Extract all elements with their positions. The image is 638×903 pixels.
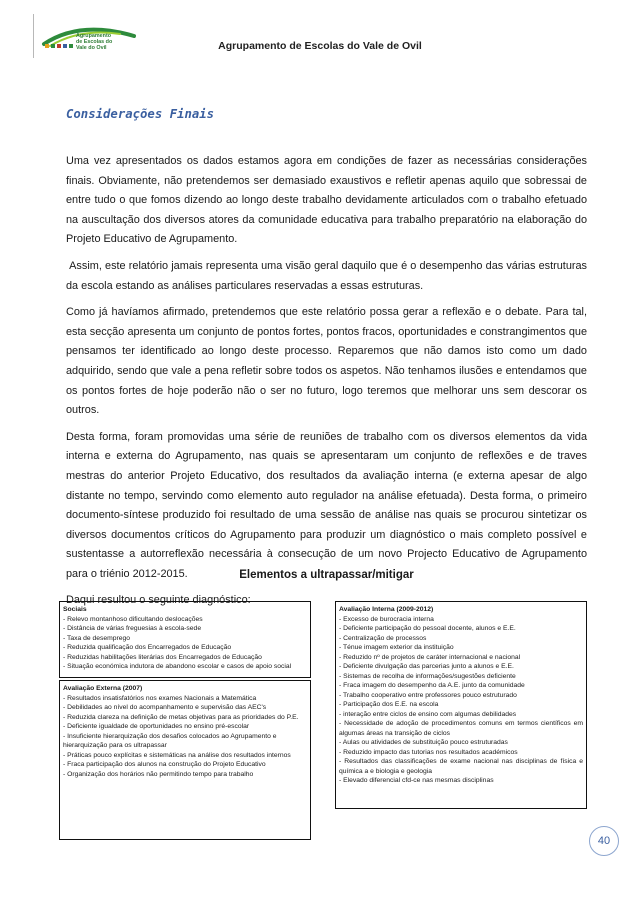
- list-item: - Fraca participação dos alunos na construção do Projeto Educativo: [63, 761, 266, 768]
- header-title: Agrupamento de Escolas do Vale de Ovil: [218, 40, 422, 52]
- paragraph: Uma vez apresentados os dados estamos agora em condições de fazer as necessárias considerações finais. Obviamente, não pretendemos ser demasiado exaustivos e refletir apenas aquilo que sobressai de entre tudo o que fomos dizendo ao longo deste trabalho devidamente articulados com o trabalho efetuado na auscultação dos diversos atores da comunidade educativa para trabalho preparatório na elaboração do Projeto Educativo de Agrupamento.: [66, 155, 587, 246]
- box-title: Avaliação Interna (2009-2012): [339, 606, 434, 613]
- box-avaliacao-externa: [59, 680, 311, 840]
- paragraph: Desta forma, foram promovidas uma série de reuniões de trabalho com os diversos elementos da vida interna e externa do Agrupamento, nas quais se apresentaram um conjunto de reflexões e de traves mestras do anterior Projeto Educativo, dos resultados da avaliação interna (e externa apesar de algo distante no tempo, servindo como elemento auto regulador na análise efetuada). Desta forma, o primeiro documento-síntese produzido foi resultado de uma sessão de análise nas quais se procurou sintetizar os diversos documentos críticos do Agrupamento para produzir um diagnóstico o mais completo possível e sustentasse a autorreflexão necessária à consecução de um novo Projecto Educativo de Agrupamento para o triénio 2012-2015.: [66, 430, 587, 580]
- page-number-text: 40: [597, 835, 611, 847]
- list-item: - Organização dos horários não permitindo tempo para trabalho: [63, 770, 254, 778]
- list-item: - Resultados insatisfatórios nos exames Nacionais a Matemática: [63, 694, 257, 702]
- list-item: - Situação económica indutora de abandono escolar e casos de apoio social: [63, 663, 292, 670]
- box-title: Avaliação Externa (2007): [63, 685, 143, 692]
- list-item: - interação entre ciclos de ensino com algumas debilidades: [339, 710, 517, 718]
- paragraph: Assim, este relatório jamais representa uma visão geral daquilo que é o desempenho das várias estruturas da escola estando as análises particulares reservadas a essas estruturas.: [66, 259, 591, 292]
- list-item: - Trabalho cooperativo entre professores pouco estruturado: [339, 691, 517, 699]
- list-item: - Reduzido nº de projetos de caráter internacional e nacional: [339, 653, 521, 661]
- list-item: - Fraca imagem do desempenho da A.E. junto da comunidade: [339, 682, 525, 689]
- list-item: - Deficiente igualdade de oportunidades no ensino pré-escolar: [63, 723, 250, 730]
- paragraph: Daqui resultou o seguinte diagnóstico:: [66, 594, 251, 607]
- list-item: - Centralização de processos: [339, 634, 427, 642]
- box-title: Sociais: [63, 606, 87, 613]
- list-item: - Aulas ou atividades de substituição pouco estruturadas: [339, 739, 508, 746]
- section-title: Considerações Finais: [66, 107, 215, 121]
- list-item: - Resultados das classificações de exame nacional nas disciplinas de física e química a e biologia e geologia: [339, 758, 583, 775]
- list-item: - Reduzidas habilitações literárias dos Encarregados de Educação: [63, 653, 262, 661]
- box-sociais: [59, 601, 311, 678]
- list-item: - Sistemas de recolha de informações/sugestões deficiente: [339, 672, 516, 680]
- diagnosis-subheading: Elementos a ultrapassar/mitigar: [239, 569, 414, 581]
- list-item: - Elevado diferencial cfd-ce nas mesmas disciplinas: [339, 777, 494, 784]
- logo-text: Agrupamento de Escolas do Vale do Ovil: [76, 33, 113, 51]
- list-item: - Deficiente participação do pessoal docente, alunos e E.E.: [339, 625, 516, 632]
- list-item: - Necessidade de adoção de procedimentos comuns em termos científicos em algumas áreas na transição de ciclos: [339, 720, 583, 737]
- list-item: - Distância de várias freguesias à escola-sede: [63, 625, 202, 632]
- list-item: - Debilidades ao nível do acompanhamento e supervisão das AEC's: [63, 704, 267, 711]
- list-item: - Deficiente divulgação das parcerias junto a alunos e E.E.: [339, 663, 514, 670]
- list-item: - Insuficiente hierarquização dos desafios colocados ao Agrupamento e hierarquização para os ultrapassar: [63, 732, 277, 749]
- list-item: - Taxa de desemprego: [63, 634, 131, 642]
- list-item: - Práticas pouco explícitas e sistemáticas na análise dos resultados internos: [63, 751, 291, 759]
- list-item: - Reduzida qualificação dos Encarregados de Educação: [63, 644, 232, 651]
- list-item: - Excesso de burocracia interna: [339, 615, 434, 623]
- header-divider: [33, 14, 34, 58]
- list-item: - Ténue imagem exterior da instituição: [339, 644, 454, 651]
- list-item: - Relevo montanhoso dificultando deslocações: [63, 615, 203, 623]
- list-item: - Reduzido impacto das tutorias nos resultados académicos: [339, 748, 518, 756]
- page-number: [589, 826, 619, 856]
- paragraph: Como já havíamos afirmado, pretendemos que este relatório possa gerar a reflexão e o debate. Para tal, esta secção apresenta um conjunto de pontos fortes, pontos fracos, oportunidades e constrangimentos que pensamos ter identificado ao longo deste processo. Reparemos que não damos isto como um dado adquirido, sendo que vale a pena refletir sobre todos os aspetos. Não tenhamos ilusões e entendamos que os pontos fortes de hoje poderão não o ser no futuro, logo teremos que melhorar uns sem descorar os outros.: [66, 306, 587, 417]
- box-avaliacao-interna: [335, 601, 587, 809]
- list-item: - Reduzida clareza na definição de metas objetivas para as prioridades do P.E.: [63, 713, 299, 721]
- body-text: [66, 152, 591, 618]
- list-item: - Participação dos E.E. na escola: [339, 701, 439, 708]
